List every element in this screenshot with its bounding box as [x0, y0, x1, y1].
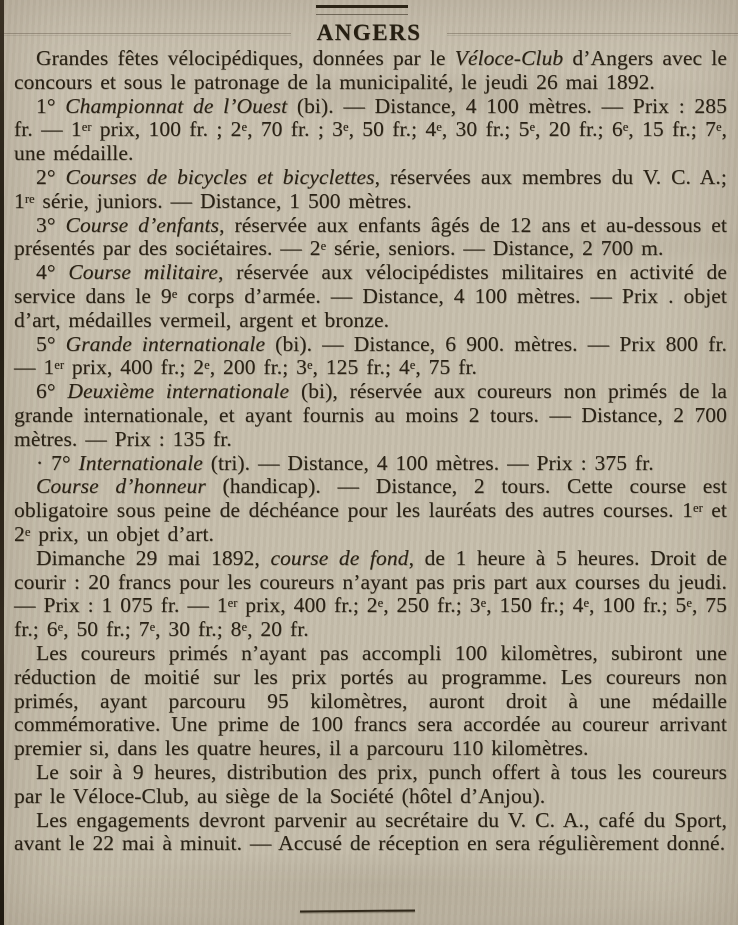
- section-divider-bottom: [300, 909, 415, 912]
- text-segment: e: [583, 596, 590, 611]
- text-segment: , de 1 heure à 5 heures. Droit de courir : 20 francs pour les coureurs n’ayant pas pris part aux courses du jeudi. — Prix : 1 075 fr. — 1: [14, 545, 727, 618]
- text-segment: (bi). — Distance, 4 100 mètres. — Prix : 285 fr. — 1: [14, 93, 727, 142]
- text-segment: e: [529, 120, 536, 135]
- paragraph: [14, 166, 727, 214]
- text-segment: , 30 fr.; 5: [441, 117, 530, 142]
- paragraph: [14, 261, 727, 332]
- text-segment: , 150 fr.; 4: [486, 593, 584, 618]
- section-divider-top: [316, 5, 408, 15]
- text-segment: (handicap). — Distance, 2 tours. Cette course est obligatoire sous peine de déchéance pour les lauréats des autres courses. 1: [14, 474, 727, 523]
- paragraph: [14, 47, 727, 95]
- text-segment: , 20 fr.: [247, 617, 309, 642]
- text-segment: , 50 fr.; 4: [348, 117, 437, 142]
- paragraph: [14, 547, 727, 642]
- text-segment: er: [54, 358, 64, 373]
- text-segment: , une médaille.: [14, 117, 727, 166]
- text-segment: Courses de bicycles et bicyclettes: [65, 164, 375, 189]
- text-segment: e: [480, 596, 487, 611]
- paragraph: [14, 452, 727, 476]
- column-divider-rule: [0, 0, 4, 925]
- text-segment: e: [686, 596, 692, 611]
- paragraph: [14, 475, 727, 546]
- text-segment: Deuxième internationale: [67, 379, 290, 404]
- text-segment: e: [306, 358, 313, 373]
- text-segment: Véloce-Club: [454, 46, 564, 70]
- text-segment: · 7°: [36, 450, 79, 475]
- text-segment: er: [81, 120, 92, 135]
- text-segment: e: [343, 120, 349, 135]
- text-segment: 3°: [36, 212, 66, 237]
- text-segment: Le soir à 9 heures, distribution des prix, punch offert à tous les coureurs par le Véloce-Club, au siège de la Société (hôtel d’Anjou).: [14, 759, 727, 808]
- text-segment: re: [24, 191, 35, 206]
- heading-row: [0, 20, 738, 46]
- paragraph: [14, 214, 727, 262]
- text-segment: e: [436, 120, 442, 135]
- paragraph: [14, 333, 727, 381]
- text-segment: e: [377, 596, 384, 611]
- text-segment: Championnat de l’Ouest: [65, 93, 288, 118]
- text-segment: , 200 fr.; 3: [209, 355, 307, 380]
- paragraph: [14, 809, 727, 857]
- text-segment: prix, 400 fr.; 2: [63, 355, 205, 380]
- text-segment: Course d’honneur: [36, 474, 206, 499]
- text-segment: , réservée aux enfants âgés de 12 ans et au-dessous et présentés par des sociétaires. — 2: [14, 212, 727, 261]
- text-segment: er: [693, 500, 703, 515]
- text-segment: Les coureurs primés n’ayant pas accompli 100 kilomètres, subiront une réduction de moitié sur les prix portés au programme. Les coureurs non primés, ayant parcouru 95 kilomètres, auront droit à une médaille commémorative. Une prime de 100 francs sera accordée au coureur arrivant premier si, dans les quatre heures, il a parcouru 110 kilomètres.: [14, 640, 727, 761]
- text-segment: Les engagements devront parvenir au secrétaire du V. C. A., café du Sport, avant le 22 mai à minuit. — Accusé de réception en sera régulièrement donné.: [14, 807, 727, 856]
- text-segment: prix, 100 fr. ; 2: [91, 117, 242, 142]
- text-segment: 2°: [36, 164, 66, 189]
- text-segment: e: [409, 358, 416, 373]
- text-segment: série, seniors. — Distance, 2 700 m.: [326, 236, 664, 261]
- text-segment: e: [241, 120, 248, 135]
- text-segment: prix, un objet d’art.: [30, 521, 215, 546]
- text-segment: , 100 fr.; 5: [589, 593, 687, 618]
- text-segment: , 250 fr.; 3: [383, 593, 481, 618]
- text-segment: 4°: [36, 260, 69, 285]
- text-segment: e: [24, 524, 31, 539]
- text-segment: Internationale: [78, 450, 203, 475]
- text-segment: 5°: [36, 331, 66, 356]
- text-segment: Course militaire: [68, 260, 218, 285]
- text-segment: e: [715, 120, 722, 135]
- text-segment: e: [622, 120, 629, 135]
- text-segment: e: [320, 239, 327, 254]
- text-segment: Dimanche 29 mai 1892,: [36, 545, 271, 570]
- text-segment: , 50 fr.; 7: [63, 617, 150, 642]
- text-segment: Grandes fêtes vélocipédiques, données par le: [36, 46, 455, 70]
- text-segment: , 75 fr.; 6: [14, 593, 727, 642]
- text-segment: (tri). — Distance, 4 100 mètres. — Prix : 375 fr.: [202, 450, 654, 475]
- text-segment: , 75 fr.: [415, 355, 478, 380]
- text-segment: , réservées aux membres du V. C. A.; 1: [14, 164, 727, 213]
- paragraph: [14, 761, 727, 809]
- text-segment: série, juniors. — Distance, 1 500 mètres.: [34, 188, 412, 213]
- text-segment: 6°: [36, 379, 68, 404]
- text-segment: e: [149, 619, 156, 634]
- paragraph: [14, 642, 727, 761]
- text-segment: , réservée aux vélocipédistes militaires en activité de service dans le 9: [14, 260, 728, 308]
- text-segment: 1°: [36, 93, 66, 118]
- text-segment: e: [57, 619, 64, 634]
- text-segment: , 15 fr.; 7: [628, 117, 716, 142]
- text-segment: corps d’armée. — Distance, 4 100 mètres. — Prix . objet d’art, médailles vermeil, argent et bronze.: [14, 283, 727, 332]
- text-segment: , 20 fr.; 6: [535, 117, 623, 142]
- text-segment: er: [227, 596, 238, 611]
- article-body: [14, 47, 727, 856]
- text-segment: (bi). — Distance, 6 900. mètres. — Prix 800 fr. — 1: [14, 331, 727, 380]
- text-segment: e: [241, 619, 248, 634]
- text-segment: Course d’enfants: [65, 212, 220, 237]
- text-segment: , 30 fr.; 8: [155, 617, 242, 642]
- text-segment: et 2: [14, 498, 727, 546]
- text-segment: e: [171, 286, 178, 301]
- paragraph: [14, 380, 727, 451]
- text-segment: , 70 fr. ; 3: [247, 117, 344, 142]
- text-segment: d’Angers avec le concours et sous le patronage de la municipalité, le jeudi 26 mai 1892.: [14, 46, 727, 94]
- article-heading: ANGERS: [316, 20, 422, 45]
- text-segment: (bi), réservée aux coureurs non primés de la grande internationale, et ayant fournis au moins 2 tours. — Distance, 2 700 mètres. — Prix : 135 fr.: [14, 379, 727, 451]
- text-segment: course de fond: [270, 545, 409, 570]
- text-segment: e: [204, 358, 210, 373]
- text-segment: prix, 400 fr.; 2: [237, 593, 378, 618]
- text-segment: , 125 fr.; 4: [312, 355, 410, 380]
- paragraph: [14, 95, 727, 166]
- text-segment: Grande internationale: [65, 331, 266, 356]
